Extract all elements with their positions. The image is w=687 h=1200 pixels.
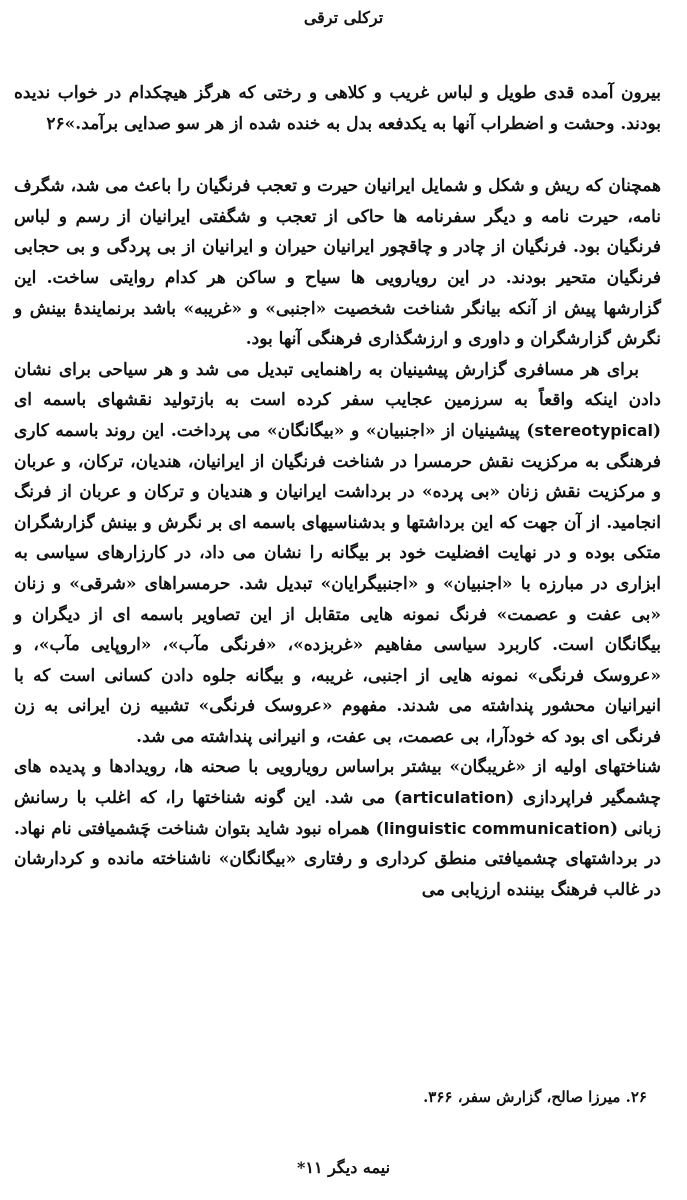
paragraph-4-part-a: شناختهای اولیه از «غریبگان» بیشتر براساس رویارویی با صحنه ها، رویدادها و پدیده های چشمگیر فراپردازی ( <box>14 757 661 809</box>
term-articulation: articulation <box>401 788 507 808</box>
paragraph-1: بیرون آمده قدی طویل و لباس غریب و کلاهی و رختی که هرگز هیچکدام در خواب ندیده بودند. وحشت و اضطراب آنها به یکدفعه بدل به خنده شده از هر سو صدایی برآمد.»۲۶ <box>14 83 661 134</box>
running-title: ترکلی ترقی <box>303 8 384 27</box>
paragraph-4-part-c: ) همراه نبود شاید بتوان شناخت چَشمیافتی نام نهاد. در برداشتهای چشمیافتی منطق کرداری و رفتاری «بیگانگان» ناشناخته مانده و کردارشان در غالب فرهنگ بیننده ارزیابی می <box>14 818 661 900</box>
paragraph-3-part-a: برای هر مسافری گزارش پیشینیان به راهنمایی تبدیل می شد و هر سیاحی برای نشان دادن اینکه واقعاً به سرزمین عجایب سفر کرده است به بازتولید نقشهای باسمه ای ( <box>14 359 661 441</box>
term-stereotypical: stereotypical <box>534 420 653 440</box>
paragraph-4-part-b: ) می شد. این گونه شناختها را، که اغلب با رسانش زبانی ( <box>14 788 661 839</box>
paragraph-4 <box>14 752 661 905</box>
body-text <box>14 78 661 905</box>
term-linguistic-communication: linguistic communication <box>383 818 610 838</box>
footnote: ۲۶. میرزا صالح، گزارش سفر، ۳۶۶. <box>423 1088 647 1106</box>
page-footer: نیمه دیگر ۱۱* <box>296 1158 391 1177</box>
paragraph-3 <box>14 355 661 753</box>
paragraph-2: همچنان که ریش و شکل و شمایل ایرانیان حیرت و تعجب فرنگیان را باعث می شد، شگرف نامه، حیرت نامه و دیگر سفرنامه ها حاکی از تعجب و شگفتی ایرانیان از رسم و لباس فرنگیان بود. فرنگیان از چادر و چاقچور ایرانیان حیران و ایرانیان از بی پردگی و بی حجابی فرنگیان متحیر بودند. در این رویارویی ها سیاح و ساکن هر کدام روایتی ساخت. این گزارشها پیش از آنکه بیانگر شناخت شخصیت «اجنبی» و «غریبه» باشد برنمایندهٔ بینش و نگرش گزارشگران و داوری و ارزشگذاری فرهنگی آنها بود. <box>14 176 661 350</box>
paragraph-3-part-b: ) پیشینیان از «اجنبیان» و «بیگانگان» می پرداخت. این روند باسمه کاری فرهنگی به مرکزیت نقش حرمسرا در شناخت فرنگیان از ایرانیان، هندیان، ترکان، و عربان و مرکزیت نقش زنان «بی پرده» در برداشت ایرانیان و هندیان و ترکان و عربان از فرنگ انجامید. از آن جهت که این برداشتها و بدشناسیهای باسمه ای بر نگرش و بینش گزارشگران متکی بوده و در نهایت افضلیت خود بر بیگانه را نشان می داد، در کارزارهای سیاسی به ابزاری در مبارزه با «اجنبیان» و «اجنبیگرایان» تبدیل شد. حرمسراهای «شرقی» و زنان «بی عفت و عصمت» فرنگ نمونه هایی متقابل از این تصاویر باسمه ای از دیگران و بیگانگان است. کاربرد سیاسی مفاهیم «غربزده»، «فرنگی مآب»، «اروپایی مآب»، و «عروسک فرنگی» نمونه هایی از اجنبی، غریبه، و بیگانه جلوه دادن کسانی است که با انیرانیان محشور پنداشته می شدند. مفهوم «عروسک فرنگی» تشبیه زن ایرانی به زن فرنگی ای بود که خودآرا، بی عصمت، بی عفت، و انیرانی پنداشته می شد. <box>14 420 661 747</box>
